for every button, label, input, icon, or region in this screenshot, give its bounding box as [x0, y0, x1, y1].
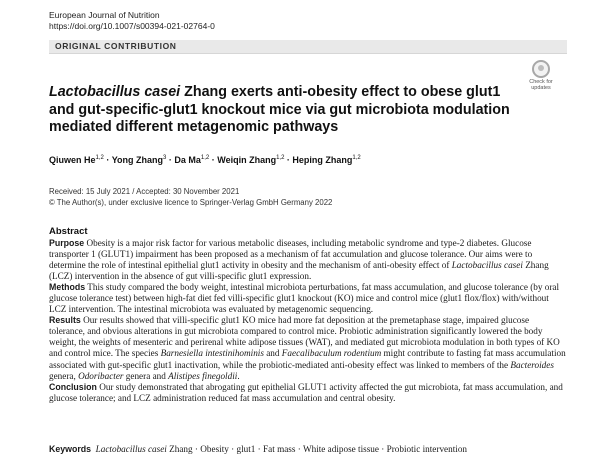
results-text: Our results showed that villi-specific glut1 KO mice had more fat deposition at the premetaphase stage, impaired glucose tolerance, and obvious alterations in gut microbiota compared to control mice. Probiotic administration significantly lowered the body weight, the weights of mesenteric and perirenal white adipose tissues (WAT), and mediated gut microbiota modulation in both types of KO and control mice. The species	[49, 315, 560, 359]
purpose-species: Lactobacillus casei	[451, 260, 523, 271]
author-name[interactable]: Heping Zhang	[292, 155, 353, 165]
publication-dates	[49, 187, 332, 208]
check-line-1: Check for	[529, 79, 553, 85]
check-for-updates-badge[interactable]	[524, 60, 558, 96]
article-title	[49, 84, 519, 137]
author-affiliation: 1,2	[95, 155, 104, 161]
keyword-species: Lactobacillus casei	[95, 444, 167, 454]
check-for-updates-label	[524, 79, 558, 91]
journal-header	[49, 10, 215, 32]
results-text-4: genera,	[49, 370, 79, 381]
author-name[interactable]: Yong Zhang	[111, 155, 164, 165]
abstract-heading: Abstract	[49, 226, 88, 237]
purpose-text-2: Zhang (LCZ) intervention in the absence of gut villi-specific glut1 expression.	[49, 260, 549, 282]
results-species-3: Alistipes finegoldii	[168, 370, 238, 381]
results-label: Results	[49, 315, 81, 326]
received-accepted: Received: 15 July 2021 / Accepted: 30 November 2021	[49, 187, 240, 196]
keywords-line	[49, 444, 566, 454]
doi-link[interactable]: https://doi.org/10.1007/s00394-021-02764-0	[49, 21, 215, 31]
author-name[interactable]: Qiuwen He	[49, 155, 96, 165]
title-rest: Zhang exerts anti-obesity effect to obese glut1 and gut-specific-glut1 knockout mice via gut microbiota modulation mediated different metagenomic pathways	[49, 84, 510, 135]
results-species-2: Faecalibaculum rodentium	[281, 348, 382, 359]
methods-label: Methods	[49, 282, 86, 293]
author-affiliation: 1,2	[200, 155, 210, 161]
abstract-purpose	[49, 238, 566, 282]
abstract-body	[49, 238, 566, 404]
author-affiliation: 3	[163, 155, 167, 161]
check-for-updates-icon	[532, 60, 550, 78]
purpose-text: Obesity is a major risk factor for various metabolic diseases, including metabolic syndrome and type-2 diabetes. Glucose transporter 1 (GLUT1) impairment has been proposed as a mechanism of fat accumulation and glucose tolerance. Our aims were to determine the role of intestinal epithelial glut1 activity in obesity and the mechanism of anti-obesity effect of	[49, 238, 533, 271]
results-text-5: genera and	[123, 370, 169, 381]
results-genus-2: Odoribacter	[78, 370, 124, 381]
keywords-list: Zhang · Obesity · glut1 · Fat mass · White adipose tissue · Probiotic intervention	[166, 444, 468, 454]
journal-name: European Journal of Nutrition	[49, 10, 160, 20]
conclusion-text: Our study demonstrated that abrogating gut epithelial GLUT1 activity affected the gut microbiota, fat mass accumulation, and glucose tolerance; and LCZ administration reduced fat mass accumulation and central obesity.	[49, 381, 563, 403]
author-name[interactable]: Weiqin Zhang	[217, 155, 277, 165]
conclusion-label: Conclusion	[49, 381, 97, 392]
author-name[interactable]: Da Ma	[174, 155, 201, 165]
author-separator: ·	[166, 155, 175, 165]
results-text-3: might contribute to fasting fat mass accumulation associated with gut-specific glut1 inactivation, while the probiotic-mediated anti-obesity effect was linked to members of the	[49, 348, 566, 370]
author-separator: ·	[209, 155, 218, 165]
abstract-methods	[49, 282, 566, 315]
check-line-2: updates	[531, 85, 551, 91]
results-species-1: Barnesiella intestinihominis	[160, 348, 264, 359]
results-text-2: and	[263, 348, 282, 359]
abstract-results	[49, 315, 566, 381]
author-affiliation: 1,2	[276, 155, 285, 161]
title-species: Lactobacillus casei	[49, 84, 181, 100]
keywords-label: Keywords	[49, 444, 92, 454]
author-separator: ·	[284, 155, 293, 165]
results-text-6: .	[237, 370, 240, 381]
article-type-banner	[49, 40, 567, 54]
author-affiliation: 1,2	[352, 155, 361, 161]
author-list	[49, 155, 361, 165]
methods-text: This study compared the body weight, intestinal microbiota perturbations, fat mass accumulation, and glucose tolerance (by oral glucose tolerance test) between high-fat diet fed villi-specific glut1 knockout (KO) mice and control mice (glut1 flox/flox) with/without LCZ intervention. The intestinal microbiota was evaluated by metagenomic sequencing.	[49, 282, 560, 315]
purpose-label: Purpose	[49, 238, 85, 248]
author-separator: ·	[103, 155, 112, 165]
abstract-conclusion	[49, 382, 566, 404]
copyright-line: © The Author(s), under exclusive licence to Springer-Verlag GmbH Germany 2022	[49, 197, 333, 207]
article-type-label: ORIGINAL CONTRIBUTION	[55, 41, 177, 51]
results-genus-1: Bacteroides	[510, 359, 554, 370]
